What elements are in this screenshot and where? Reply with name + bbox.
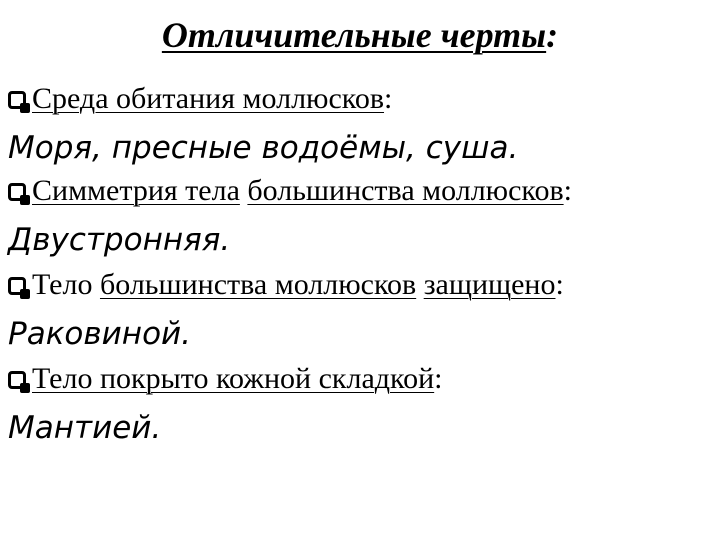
question-habitat [8,82,392,116]
answer-protection: Раковиной. [8,316,192,352]
question-text: большинства моллюсков [247,174,564,207]
question-colon: : [563,174,572,207]
question-space [92,268,100,302]
question-colon: : [555,268,564,301]
question-colon: : [434,362,443,395]
question-symmetry [8,174,572,208]
question-colon: : [384,82,393,115]
question-protection [8,268,564,302]
checkbox-bullet-icon [8,183,26,201]
title-text: Отличительные черты [161,15,547,55]
question-space [240,174,248,208]
question-text: Среда обитания моллюсков [32,82,385,115]
answer-symmetry: Двустронняя. [8,222,231,258]
question-text: Тело [32,268,93,301]
answer-cover: Мантией. [8,410,162,446]
question-text: защищено [423,268,556,301]
checkbox-bullet-icon [8,277,26,295]
slide-title [0,14,720,56]
question-space [416,268,424,302]
title-colon: : [546,15,559,55]
question-text: большинства моллюсков [99,268,417,301]
question-text: Тело покрыто кожной складкой [32,362,435,395]
answer-habitat: Моря, пресные водоёмы, суша. [8,130,519,166]
question-cover [8,362,443,396]
checkbox-bullet-icon [8,371,26,389]
question-text: Симметрия тела [32,174,240,207]
checkbox-bullet-icon [8,91,26,109]
